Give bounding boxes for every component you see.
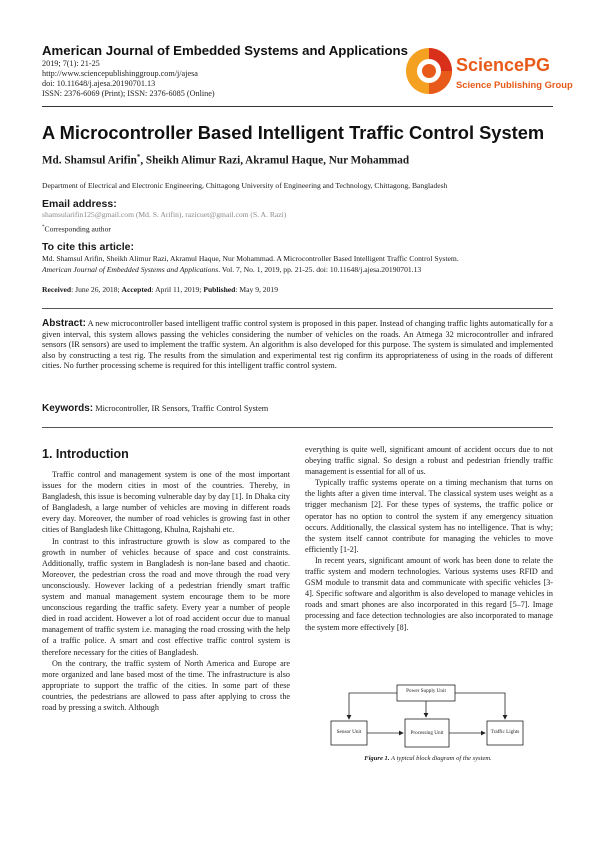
intro-paragraph-2: In contrast to this infrastructure growth is slow as compared to the growth in number of vehicles because of space and cost constraints. Additionally, traffic system in Bangladesh is non-lane based and chaotic. Moreover, the pedestrian cross the road and move through the road very unconsciously. However lacking of a pedestrian friendly smart traffic system and manual management system encourage them to be more unconscious regarding the traffic safety. Every year a number of people died in road accident. However a lot of road accident occur due to manual management of traffic system i.e. managing the road crossing with the help of a traffic police. A smart and cost effective traffic control system is therefore necessary for the cities of Bangladesh. (42, 536, 290, 657)
journal-doi: doi: 10.11648/j.ajesa.20190701.13 (42, 79, 156, 88)
citation-line-2 (42, 265, 421, 275)
arrow-power-to-sensor (349, 693, 397, 719)
first-author: Md. Shamsul Arifin (42, 154, 137, 167)
published-date: : May 9, 2019 (235, 285, 278, 294)
keywords (42, 403, 268, 414)
keywords-label: Keywords: (42, 403, 94, 414)
figure-caption (303, 755, 553, 762)
received-date: : June 26, 2018; (71, 285, 122, 294)
traffic-lights-label: Traffic Lights (490, 729, 520, 735)
power-supply-label: Power Supply Unit (406, 688, 446, 694)
intro-paragraph-4: everything is quite well, significant amount of accident occurs due to not obeying traffic signal. So design a robust and pedestrian friendly traffic management is essential for all of us. (305, 445, 553, 477)
section-heading-introduction: 1. Introduction (42, 447, 129, 461)
journal-issn: ISSN: 2376-6069 (Print); ISSN: 2376-6085 (Online) (42, 89, 215, 98)
logo-tagline: Science Publishing Group (456, 79, 573, 90)
cite-heading: To cite this article: (42, 241, 134, 253)
article-dates (42, 285, 278, 295)
abstract (42, 319, 553, 372)
abstract-text: A new microcontroller based intelligent traffic control system is proposed in this paper. Instead of changing traffic lights automatically for a given interval, this system allows passing the vehicles considering the number of vehicles on the roads. An Atmega 32 microcontroller and infrared sensors (IR sensors) are used to implement the traffic system. An algorithm is also developed for this purpose. The system is simulated and implemented also by constructing a test rig. The results from the simulation and experimental test rig confirm its appropriateness of using in the roads of different cities. No further processing scheme is required for this intelligent traffic control system. (42, 319, 553, 371)
citation-line-1: Md. Shamsul Arifin, Sheikh Alimur Razi, Akramul Haque, Nur Mohammad. A Microcontroller Based Intelligent Traffic Control System. (42, 254, 459, 263)
citation-journal: American Journal of Embedded Systems and Applications (42, 265, 219, 274)
publisher-logo (398, 41, 573, 103)
email-addresses[interactable]: shamsularifin125@gmail.com (Md. S. Arifin), razicuet@gmail.com (S. A. Razi) (42, 210, 287, 219)
intro-paragraph-5: Typically traffic systems operate on a timing mechanism that turns on the lights after a given time interval. The classical system uses weight as a trigger mechanism [2]. For these types of systems, the traffic police or operator has no option to control the system if any emergency situation occurs. Additionally, the classical system has no intelligence. That is why; the system itself cannot contribute for managing the vehicles to move efficiently [1-2]. (305, 478, 553, 554)
processing-unit-label: Processing Unit (410, 730, 444, 736)
received-label: Received (42, 285, 72, 294)
accepted-label: Accepted (121, 285, 152, 294)
corresponding-mark: * (136, 153, 141, 161)
abstract-bottom-rule (42, 427, 553, 428)
block-diagram (327, 683, 527, 753)
email-heading: Email address: (42, 198, 117, 210)
affiliation: Department of Electrical and Electronic Engineering, Chittagong University of Engineering and Technology, Chittagong, Bangladesh (42, 181, 448, 190)
journal-url[interactable]: http://www.sciencepublishinggroup.com/j/ajesa (42, 69, 198, 78)
arrow-power-to-traffic (455, 693, 505, 719)
left-column (42, 469, 290, 713)
abstract-label: Abstract: (42, 318, 86, 329)
sciencepg-logo-icon (398, 41, 573, 103)
corresponding-note (42, 223, 111, 235)
right-column (305, 444, 553, 633)
published-label: Published (203, 285, 236, 294)
abstract-top-rule (42, 308, 553, 309)
author-list (42, 153, 409, 167)
intro-paragraph-3: On the contrary, the traffic system of North America and Europe are more organized and lane based most of the time. The infrastructure is also appropriate to support the traffic of the cities. In some part of these countries, the pedestrians are allowed to pass after applying to cross the road by pressing a switch. Although (42, 658, 290, 712)
corresponding-note-text: Corresponding author (44, 224, 111, 234)
figure-caption-label: Figure 1. (364, 755, 390, 762)
corresponding-note-mark: * (42, 225, 45, 230)
header-divider (42, 106, 553, 107)
paper-title: A Microcontroller Based Intelligent Traffic Control System (42, 122, 545, 143)
journal-title: American Journal of Embedded Systems and Applications (42, 43, 408, 58)
keywords-text: Microcontroller, IR Sensors, Traffic Control System (95, 404, 269, 413)
other-authors: , Sheikh Alimur Razi, Akramul Haque, Nur Mohammad (140, 154, 410, 167)
intro-paragraph-1: Traffic control and management system is one of the most important issues for the modern cities in most of the countries. Thereby, in Bangladesh, this issue is becoming vulnerable day by day [1]. In Dhaka city of Bangladesh, a large number of vehicles are moving in different roads every day. Moreover, the number of road vehicles is growing fast in other cities of Bangladesh like Chittagong, Khulna, Rajshahi etc. (42, 470, 290, 535)
figure-caption-text: A typical block diagram of the system. (389, 755, 492, 762)
sensor-unit-label: Sensor Unit (336, 729, 362, 735)
block-diagram-svg (327, 683, 527, 753)
accepted-date: : April 11, 2019; (151, 285, 204, 294)
citation-details: . Vol. 7, No. 1, 2019, pp. 21-25. doi: 10.11648/j.ajesa.20190701.13 (218, 265, 422, 274)
journal-volume: 2019; 7(1): 21-25 (42, 59, 100, 68)
logo-name: SciencePG (456, 55, 551, 75)
intro-paragraph-6: In recent years, significant amount of work has been done to relate the traffic system and modern technologies. Various systems uses RFID and GSM module to transmit data and communicate with specific vehicles [3-4]. Specific software and algorithm is also developed to manage vehicles in roads and smart phones are also incorporated in this regard [5–7]. Image processing and face detection technologies are also incorporated to manage the system more effectively [8]. (305, 555, 553, 632)
